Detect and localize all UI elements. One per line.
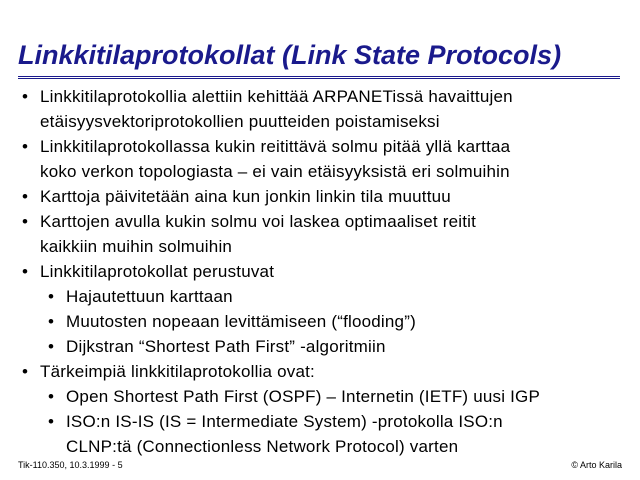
sub-bullet-text-line: Muutosten nopeaan levittämiseen (“flooding”) <box>66 312 416 331</box>
sub-bullet-marker: • <box>48 312 55 331</box>
bullet-text-line: Karttojen avulla kukin solmu voi laskea optimaaliset reitit <box>40 212 477 231</box>
bullet-marker: • <box>22 262 29 281</box>
title-underline-bottom <box>18 78 620 79</box>
sub-bullet-marker: • <box>48 337 55 356</box>
bullet-item <box>18 134 630 184</box>
bullet-marker: • <box>22 187 29 206</box>
bullet-item <box>18 84 630 134</box>
sub-bullet-marker: • <box>48 387 55 406</box>
sub-bullet-text-line: Open Shortest Path First (OSPF) – Internetin (IETF) uusi IGP <box>66 387 540 406</box>
bullet-item <box>18 359 630 384</box>
sub-bullet-text-line: Hajautettuun karttaan <box>66 287 233 306</box>
bullet-text-line: koko verkon topologiasta – ei vain etäisyyksistä eri solmuihin <box>40 162 510 181</box>
bullet-text-line: Linkkitilaprotokollassa kukin reitittävä solmu pitää yllä karttaa <box>40 137 511 156</box>
bullet-marker: • <box>22 212 29 231</box>
footer-course-info: Tik-110.350, 10.3.1999 - 5 <box>18 460 123 470</box>
sub-bullet-marker: • <box>48 412 55 431</box>
sub-bullet-text-line: Dijkstran “Shortest Path First” -algoritmiin <box>66 337 386 356</box>
bullet-text-line: kaikkiin muihin solmuihin <box>40 237 233 256</box>
sub-bullet-item <box>18 384 630 409</box>
sub-bullet-item <box>18 309 630 334</box>
sub-bullet-item <box>18 284 630 309</box>
footer-copyright: © Arto Karila <box>571 460 622 470</box>
bullet-text-line: etäisyysvektoriprotokollien puutteiden poistamiseksi <box>40 112 440 131</box>
bullet-item <box>18 209 630 259</box>
bullet-text-line: Karttoja päivitetään aina kun jonkin linkin tila muuttuu <box>40 187 451 206</box>
slide-body <box>18 84 630 459</box>
bullet-text-line: Linkkitilaprotokollat perustuvat <box>40 262 275 281</box>
bullet-marker: • <box>22 362 29 381</box>
bullet-item <box>18 184 630 209</box>
bullet-marker: • <box>22 87 29 106</box>
bullet-marker: • <box>22 137 29 156</box>
sub-bullet-item <box>18 334 630 359</box>
bullet-item <box>18 259 630 284</box>
bullet-list <box>18 84 630 459</box>
bullet-text-line: Linkkitilaprotokollia alettiin kehittää ARPANETissä havaittujen <box>40 87 513 106</box>
bullet-text-line: Tärkeimpiä linkkitilaprotokollia ovat: <box>40 362 315 381</box>
sub-bullet-item <box>18 409 630 459</box>
slide-title: Linkkitilaprotokollat (Link State Protocols) <box>18 40 562 70</box>
sub-bullet-text-line: ISO:n IS-IS (IS = Intermediate System) -protokolla ISO:n <box>66 412 503 431</box>
title-underline-top <box>18 76 620 77</box>
sub-bullet-marker: • <box>48 287 55 306</box>
sub-bullet-text-line: CLNP:tä (Connectionless Network Protocol) varten <box>66 437 459 456</box>
